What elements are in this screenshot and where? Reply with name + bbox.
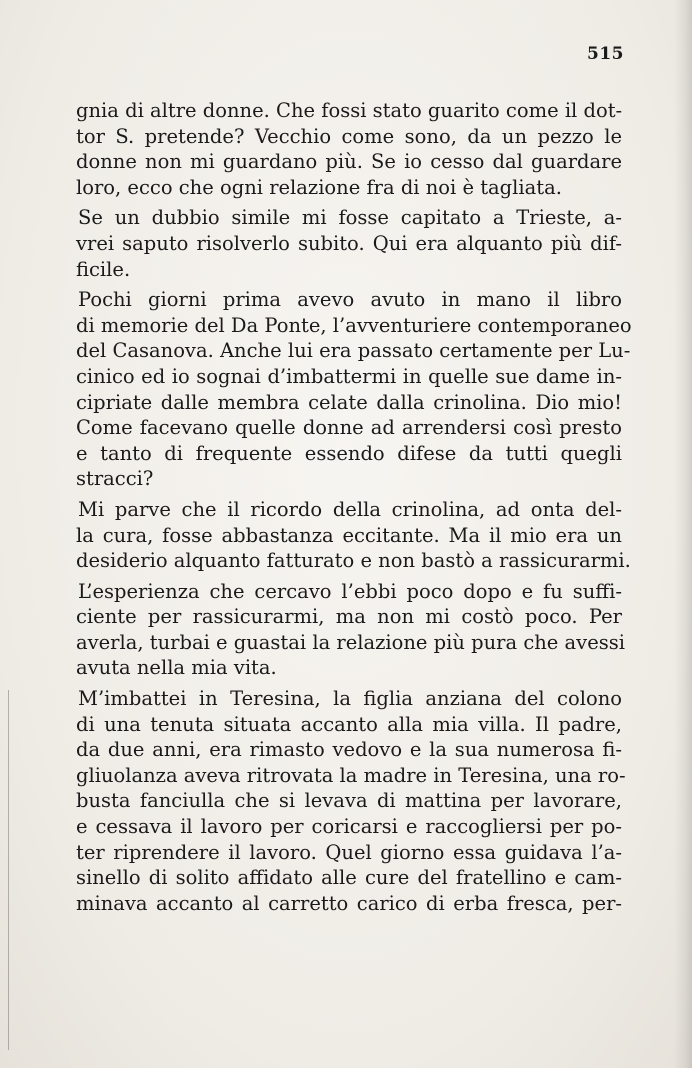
text-line: desiderio alquanto fatturato e non bastò a rassicurarmi. <box>76 549 631 573</box>
text-line: Mi parve che il ricordo della crinolina, ad onta del- <box>78 497 622 521</box>
paragraph-1 <box>76 98 622 200</box>
text-line: del Casanova. Anche lui era passato certamente per Lu- <box>76 339 631 363</box>
text-line: vrei saputo risolverlo subito. Qui era alquanto più dif- <box>76 231 622 255</box>
text-line: M’imbattei in Teresina, la figlia anziana del colono <box>78 687 622 711</box>
text-line: donne non mi guardano più. Se io cesso dal guardare <box>76 150 622 174</box>
text-line: averla, turbai e guastai la relazione più pura che avessi <box>76 630 625 654</box>
text-line: minava accanto al carretto carico di erba fresca, per- <box>76 891 622 915</box>
paragraph-2 <box>76 205 622 282</box>
paragraph-3 <box>76 287 632 492</box>
text-line: cipriate dalle membra celate dalla crinolina. Dio mio! <box>76 390 622 414</box>
text-line: busta fanciulla che si levava di mattina per lavorare, <box>76 789 622 813</box>
text-line: di memorie del Da Ponte, l’avventuriere contemporaneo <box>76 313 632 337</box>
text-line: ciente per rassicurarmi, ma non mi costò poco. Per <box>76 605 622 629</box>
paragraph-5 <box>76 579 625 681</box>
text-line: Se un dubbio simile mi fosse capitato a Trieste, a- <box>78 206 622 230</box>
text-line: Pochi giorni prima avevo avuto in mano il libro <box>78 288 622 312</box>
text-line: ficile. <box>76 257 131 281</box>
page-edge-shadow <box>674 0 692 1068</box>
text-line: da due anni, era rimasto vedovo e la sua numerosa fi- <box>76 738 622 762</box>
text-line: stracci? <box>76 467 154 491</box>
text-line: gliuolanza aveva ritrovata la madre in Teresina, una ro- <box>76 763 626 787</box>
text-line: loro, ecco che ogni relazione fra di noi è tagliata. <box>76 175 562 199</box>
text-line: e tanto di frequente essendo difese da tutti quegli <box>76 441 622 465</box>
text-line: e cessava il lavoro per coricarsi e raccogliersi per po- <box>76 815 622 839</box>
body-text <box>76 98 632 916</box>
text-line: la cura, fosse abbastanza eccitante. Ma il mio era un <box>76 523 622 547</box>
text-line: avuta nella mia vita. <box>76 656 277 680</box>
text-line: Come facevano quelle donne ad arrendersi così presto <box>76 416 622 440</box>
binding-mark <box>8 690 9 1050</box>
text-line: gnia di altre donne. Che fossi stato guarito come il dot- <box>76 99 623 122</box>
text-line: L’esperienza che cercavo l’ebbi poco dopo e fu suffi- <box>78 579 622 603</box>
text-line: sinello di solito affidato alle cure del fratellino e cam- <box>76 866 622 890</box>
text-line: di una tenuta situata accanto alla mia villa. Il padre, <box>76 712 622 736</box>
text-line: cinico ed io sognai d’imbattermi in quelle sue dame in- <box>76 364 622 388</box>
text-line: tor S. pretende? Vecchio come sono, da un pezzo le <box>76 124 622 148</box>
paragraph-4 <box>76 497 631 574</box>
paragraph-6 <box>76 686 626 916</box>
text-line: ter riprendere il lavoro. Quel giorno essa guidava l’a- <box>76 840 622 864</box>
page-number: 515 <box>587 44 624 64</box>
